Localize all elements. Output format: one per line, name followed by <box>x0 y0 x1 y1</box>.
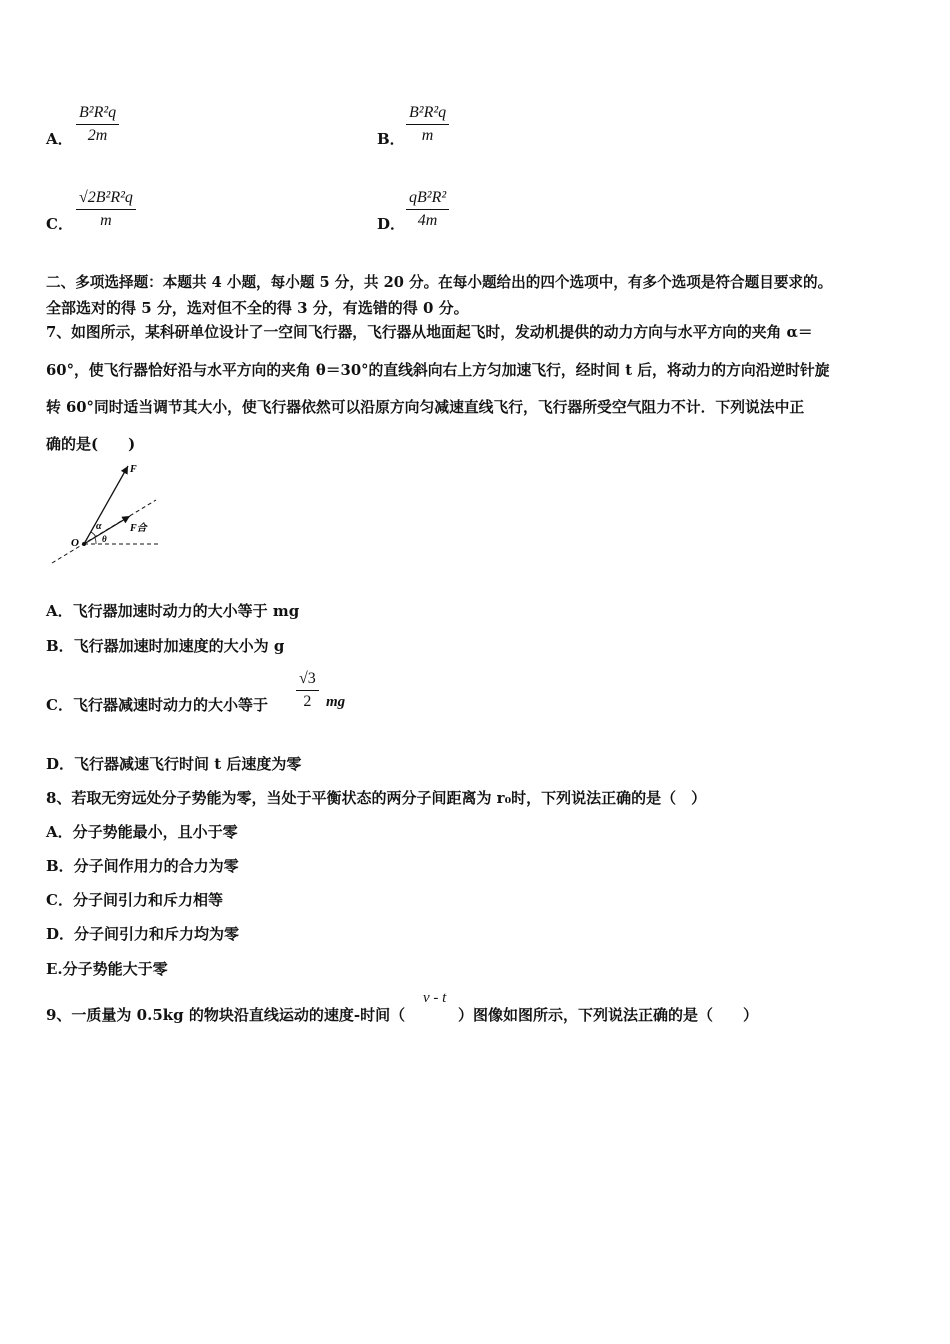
option-d-denominator: 4m <box>417 212 438 229</box>
q7-option-a: A．飞行器加速时动力的大小等于 mg <box>46 602 300 620</box>
label-f-he: F合 <box>130 523 147 534</box>
option-b-label: B． <box>377 130 405 148</box>
option-d-fraction <box>406 189 449 230</box>
force-resultant-arrow <box>84 516 130 544</box>
option-a-numerator: B²R²q <box>76 104 119 125</box>
q8-option-c: C．分子间引力和斥力相等 <box>46 891 223 909</box>
force-f-arrow <box>84 466 128 544</box>
label-o: O <box>71 537 79 549</box>
theta-arc <box>95 538 96 544</box>
option-a-denominator: 2m <box>87 127 108 144</box>
option-c-numerator: √2B²R²q <box>76 189 136 210</box>
q7-option-d: D．飞行器减速飞行时间 t 后速度为零 <box>46 755 302 773</box>
q8-option-a: A．分子势能最小，且小于零 <box>46 823 238 841</box>
option-b-denominator: m <box>421 127 434 144</box>
option-c-label: C． <box>46 215 73 233</box>
q9-stem-post: ）图像如图所示，下列说法正确的是（ ） <box>458 1006 759 1024</box>
q8-option-e: E.分子势能大于零 <box>46 960 168 978</box>
label-theta: θ <box>102 534 107 544</box>
option-d-numerator: qB²R² <box>406 189 449 210</box>
q7-option-b: B．飞行器加速时加速度的大小为 g <box>46 637 285 655</box>
option-a-fraction <box>76 104 119 145</box>
q8-stem: 8、若取无穷远处分子势能为零，当处于平衡状态的两分子间距离为 r₀时，下列说法正确的是（ ） <box>46 789 707 807</box>
q8-option-b: B．分子间作用力的合力为零 <box>46 857 239 875</box>
q7-option-c-unit: mg <box>326 694 346 710</box>
force-diagram <box>44 458 174 570</box>
q7-line1: 7、如图所示，某科研单位设计了一空间飞行器，飞行器从地面起飞时，发动机提供的动力方向与水平方向的夹角 α＝ <box>46 324 813 341</box>
option-d <box>377 213 405 234</box>
q8-option-d: D．分子间引力和斥力均为零 <box>46 925 240 943</box>
option-c-fraction <box>76 189 136 230</box>
q7-line4: 确的是( ) <box>46 435 136 453</box>
section2-line2: 全部选对的得 5 分，选对但不全的得 3 分，有选错的得 0 分。 <box>46 299 469 317</box>
q7-option-c <box>46 694 268 715</box>
q7-option-c-text: C．飞行器减速时动力的大小等于 <box>46 696 268 714</box>
option-c-denominator: m <box>100 212 112 229</box>
section2-line1: 二、多项选择题：本题共 4 小题，每小题 5 分，共 20 分。在每小题给出的四个选项中，有多个选项是符合题目要求的。 <box>46 274 833 291</box>
option-b-numerator: B²R²q <box>406 104 449 125</box>
option-b <box>377 128 405 149</box>
q7-option-c-numerator: √3 <box>296 670 319 691</box>
origin-point <box>82 542 86 546</box>
option-c <box>46 213 73 234</box>
option-b-fraction <box>406 104 449 145</box>
label-alpha: α <box>96 521 102 532</box>
option-d-label: D． <box>377 215 406 233</box>
option-a <box>46 128 73 149</box>
alpha-arc <box>91 532 96 537</box>
q9-vt-symbol: v - t <box>423 990 447 1006</box>
label-f: F <box>130 464 137 475</box>
q7-option-c-denominator: 2 <box>303 693 312 710</box>
q7-line2: 60°，使飞行器恰好沿与水平方向的夹角 θ＝30°的直线斜向右上方匀加速飞行，经时间 t 后，将动力的方向沿逆时针旋 <box>46 362 830 379</box>
q7-line3: 转 60°同时适当调节其大小，使飞行器依然可以沿原方向匀减速直线飞行，飞行器所受空气阻力不计．下列说法中正 <box>46 399 805 416</box>
option-a-label: A． <box>46 130 73 148</box>
q9-stem-pre: 9、一质量为 0.5kg 的物块沿直线运动的速度-时间（ <box>46 1006 406 1024</box>
q7-option-c-fraction <box>296 670 319 711</box>
